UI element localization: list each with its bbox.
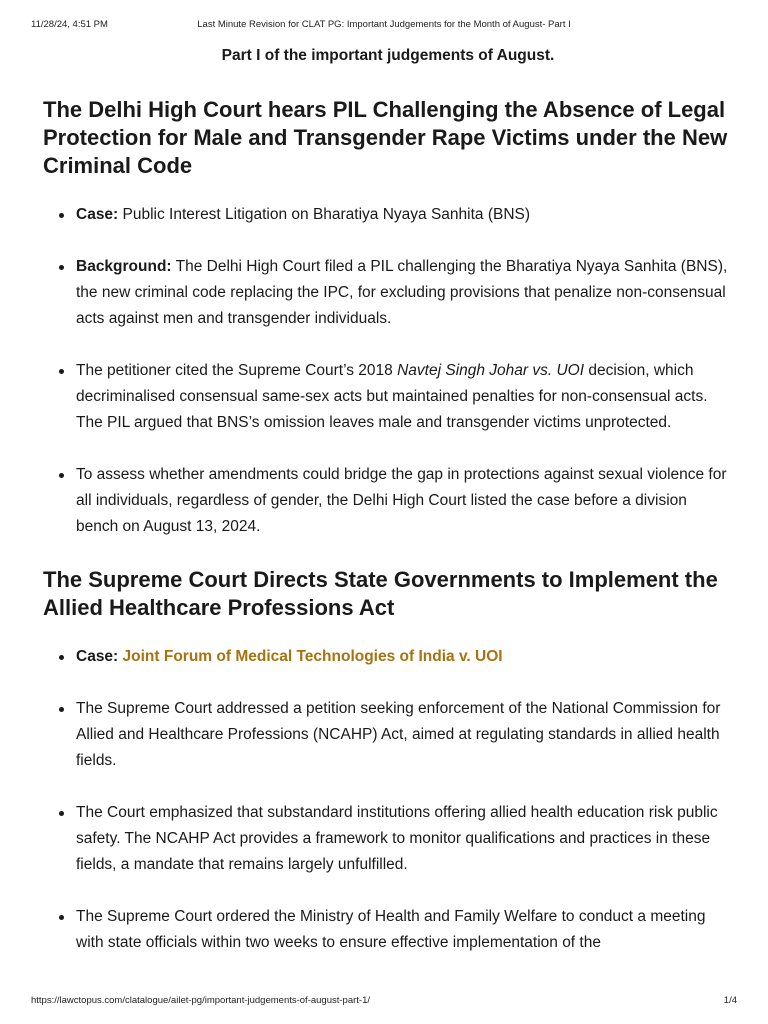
list-item <box>43 462 733 540</box>
list-item <box>43 202 733 228</box>
list-item <box>43 358 733 436</box>
section-sc-ncahp-act <box>43 566 733 956</box>
bullet-text: The Supreme Court addressed a petition seeking enforcement of the National Commission for Allied and Healthcare Professions (NCAHP) Act, aimed at regulating standards in allied health fields. <box>76 700 721 769</box>
bullet-text: The Supreme Court ordered the Ministry of Health and Family Welfare to conduct a meeting with state officials within two weeks to ensure effective implementation of the <box>76 908 706 951</box>
bullet-text: The Delhi High Court filed a PIL challenging the Bharatiya Nyaya Sanhita (BNS), the new criminal code replacing the IPC, for excluding provisions that penalize non-consensual acts against men and transgender individuals. <box>76 258 728 327</box>
bullet-text: The Court emphasized that substandard institutions offering allied health education risk public safety. The NCAHP Act provides a framework to monitor qualifications and practices in these fields, a mandate that remains largely unfulfilled. <box>76 804 718 873</box>
bullet-label: Case: <box>76 206 119 223</box>
list-item <box>43 254 733 332</box>
page-number: 1/4 <box>723 995 737 1006</box>
bullet-label: Background: <box>76 258 172 275</box>
section-delhi-hc-pil <box>43 96 733 540</box>
bullet-text: To assess whether amendments could bridge the gap in protections against sexual violence for all individuals, regardless of gender, the Delhi High Court listed the case before a division bench on August 13, 2024. <box>76 466 727 535</box>
list-item <box>43 904 733 956</box>
bullet-text: The petitioner cited the Supreme Court’s 2018 <box>76 362 398 379</box>
bullet-label: Case: <box>76 648 119 665</box>
bullet-text: decision, which decriminalised consensual same-sex acts but maintained penalties for non-consensual acts. The PIL argued that BNS’s omission leaves male and transgender victims unprotected. <box>76 362 708 431</box>
section-heading: The Supreme Court Directs State Governments to Implement the Allied Healthcare Professions Act <box>43 567 718 620</box>
list-item <box>43 644 733 670</box>
bullet-text: Public Interest Litigation on Bharatiya Nyaya Sanhita (BNS) <box>118 206 531 223</box>
list-item <box>43 696 733 774</box>
part-title: Part I of the important judgements of August. <box>221 47 555 64</box>
bullet-list <box>43 202 733 540</box>
article-content <box>43 46 733 982</box>
print-url: https://lawctopus.com/clatalogue/ailet-pg/important-judgements-of-august-part-1/ <box>31 995 371 1006</box>
case-citation: Navtej Singh Johar vs. UOI <box>397 362 585 379</box>
bullet-list <box>43 644 733 956</box>
case-link[interactable]: Joint Forum of Medical Technologies of India v. UOI <box>122 648 503 665</box>
print-document-title: Last Minute Revision for CLAT PG: Important Judgements for the Month of August- Part I <box>197 19 571 30</box>
print-footer <box>31 995 737 1009</box>
list-item <box>43 800 733 878</box>
section-heading: The Delhi High Court hears PIL Challenging the Absence of Legal Protection for Male and Transgender Rape Victims under the New Criminal Code <box>43 97 728 178</box>
print-date: 11/28/24, 4:51 PM <box>31 19 108 30</box>
print-header <box>31 19 737 33</box>
